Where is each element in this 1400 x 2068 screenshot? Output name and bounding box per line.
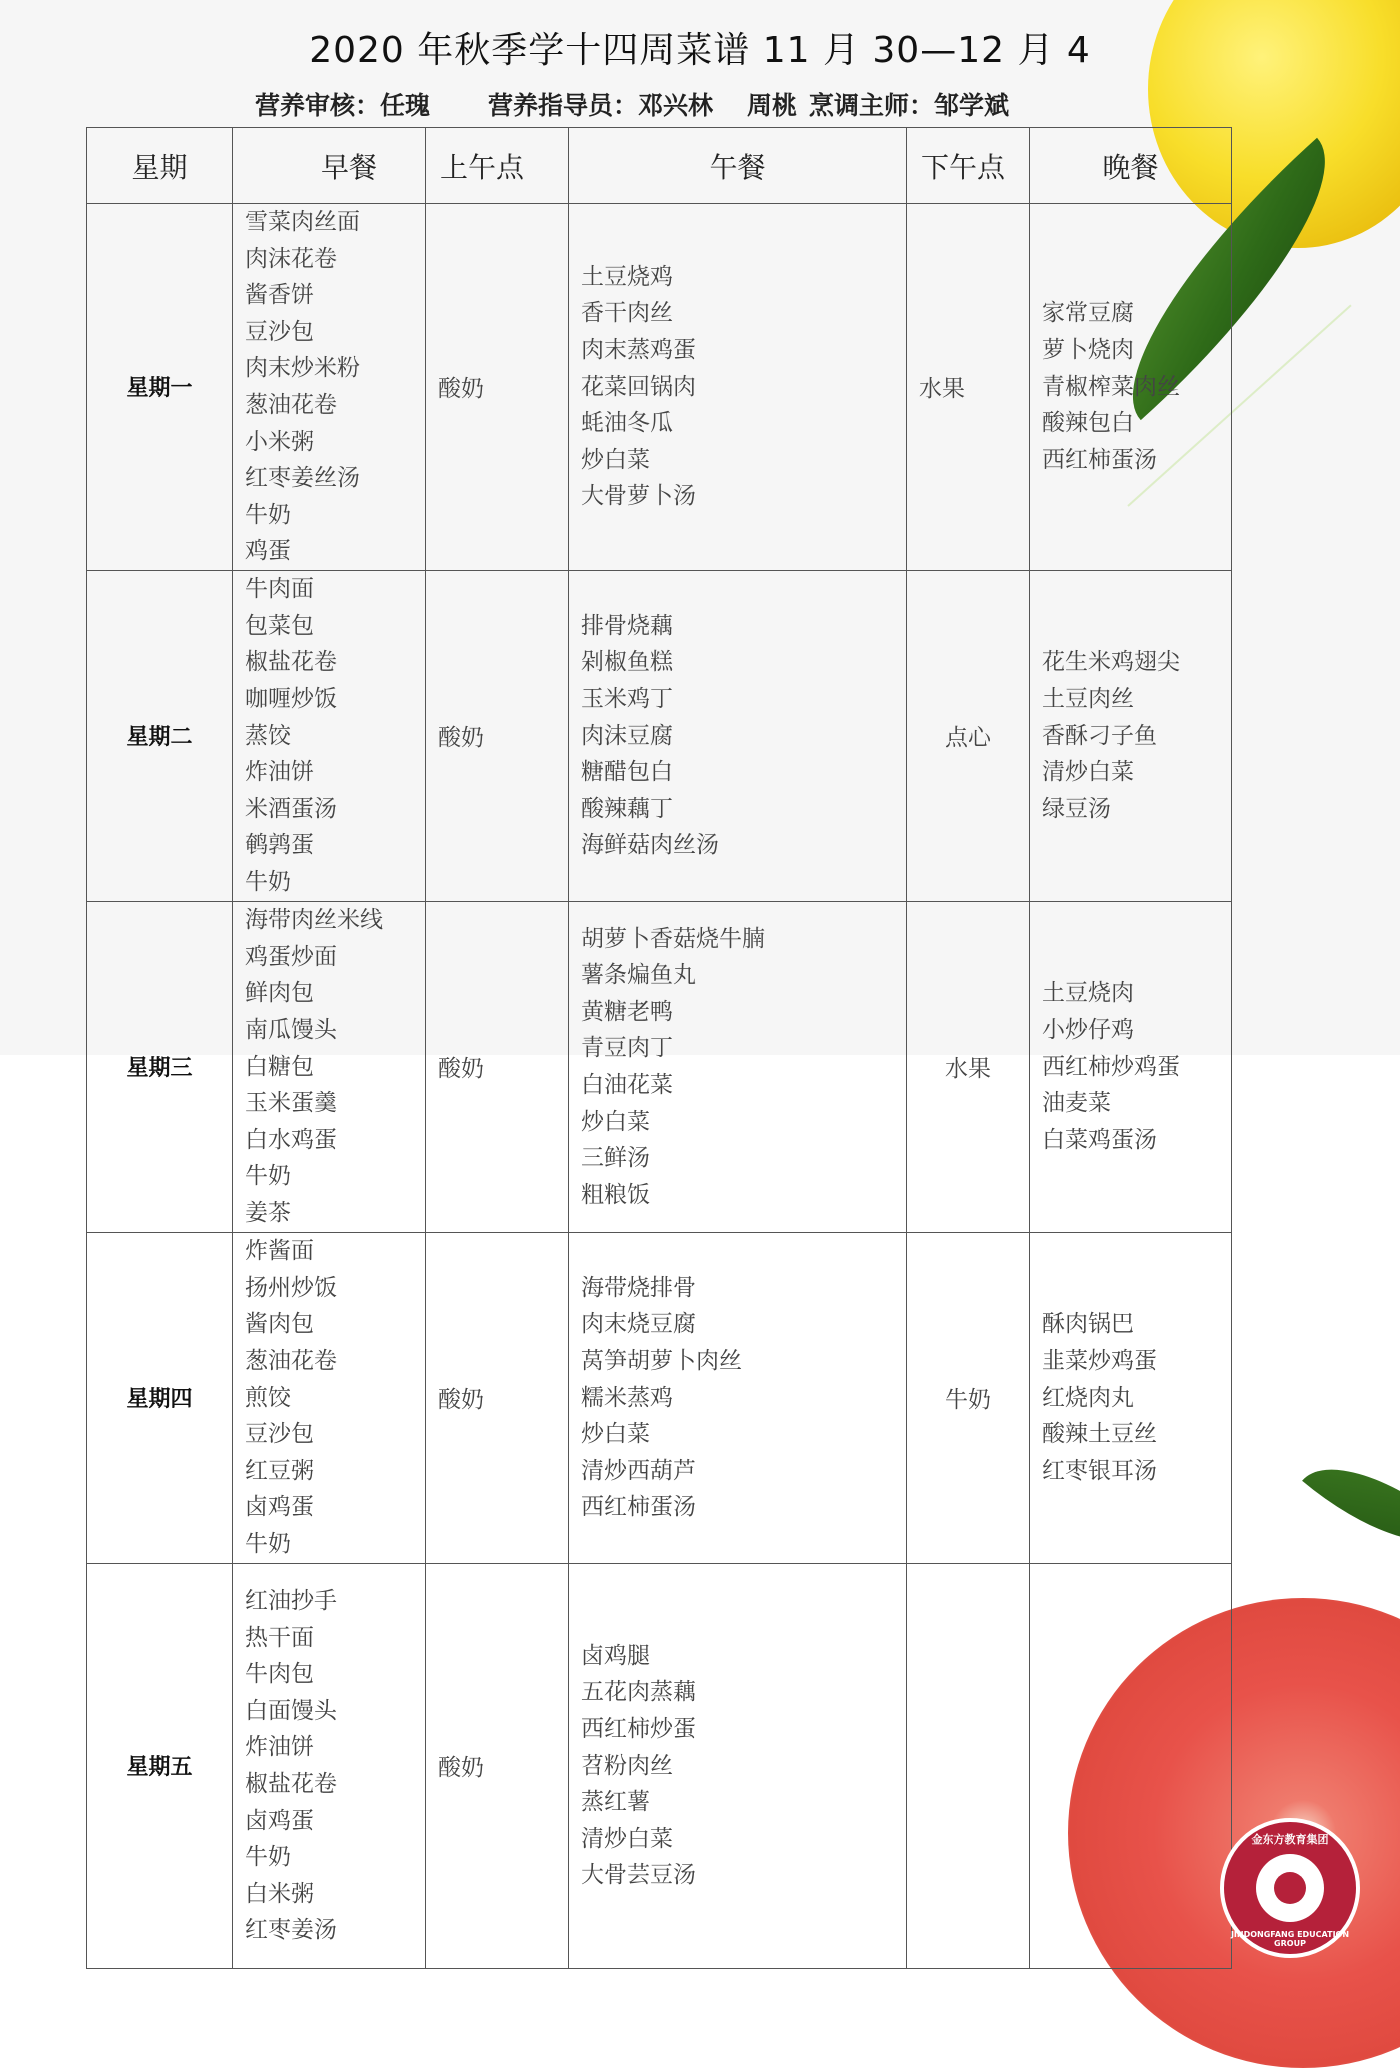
lunch-item: 花菜回锅肉 [581, 373, 696, 400]
afternoon-snack-cell: 水果 [907, 901, 1030, 1232]
breakfast-item: 雪菜肉丝面 [245, 209, 360, 235]
dinner-item: 土豆烧肉 [1042, 980, 1134, 1007]
dinner-item: 西红柿炒鸡蛋 [1042, 1053, 1180, 1080]
lunch-item: 大骨芸豆汤 [581, 1862, 696, 1889]
day-row [87, 901, 1232, 1232]
lunch-item: 海鲜菇肉丝汤 [581, 832, 719, 859]
breakfast-item: 葱油花卷 [245, 391, 337, 418]
breakfast-item: 牛肉面 [245, 576, 314, 603]
day-row [87, 1232, 1232, 1563]
breakfast-item: 蒸饺 [245, 722, 291, 749]
breakfast-item: 椒盐花卷 [245, 649, 337, 676]
logo-text-english: JINDONGFANG EDUCATION GROUP [1230, 1930, 1350, 1948]
lunch-item: 五花肉蒸藕 [581, 1679, 696, 1706]
lunch-item: 白油花菜 [581, 1071, 673, 1098]
breakfast-item: 白水鸡蛋 [245, 1126, 337, 1153]
breakfast-item: 咖喱炒饭 [245, 686, 337, 713]
dinner-cell [1030, 1563, 1232, 1968]
dinner-item: 韭菜炒鸡蛋 [1042, 1348, 1157, 1375]
day-name-cell: 星期三 [87, 901, 233, 1232]
header-row [87, 128, 1232, 204]
morning-snack-cell: 酸奶 [426, 1563, 569, 1968]
breakfast-item: 酱香饼 [245, 282, 314, 309]
breakfast-item: 红油抄手 [245, 1587, 337, 1614]
lunch-cell [569, 570, 907, 901]
staff-line [255, 86, 1009, 120]
breakfast-item: 牛奶 [245, 1163, 291, 1190]
day-row [87, 1563, 1232, 1968]
afternoon-snack-cell [907, 1563, 1030, 1968]
breakfast-item: 海带肉丝米线 [245, 907, 383, 934]
breakfast-item: 鹌鹑蛋 [245, 832, 314, 859]
morning-snack-cell: 酸奶 [426, 1232, 569, 1563]
dinner-item: 西红柿蛋汤 [1042, 446, 1157, 473]
nutrition-reviewer: 营养审核：任瑰 [255, 91, 431, 120]
morning-snack-cell: 酸奶 [426, 204, 569, 571]
lunch-item: 大骨萝卜汤 [581, 483, 696, 510]
breakfast-item: 红枣姜丝汤 [245, 465, 360, 492]
lunch-item: 粗粮饭 [581, 1181, 650, 1208]
breakfast-item: 玉米蛋羹 [245, 1090, 337, 1117]
lunch-item: 卤鸡腿 [581, 1642, 650, 1669]
dinner-item: 酥肉锅巴 [1042, 1311, 1134, 1338]
breakfast-item: 肉末炒米粉 [245, 355, 360, 382]
header-day: 星期 [87, 128, 233, 204]
dinner-item: 小炒仔鸡 [1042, 1017, 1134, 1044]
breakfast-item: 煎饺 [245, 1384, 291, 1411]
lunch-item: 薯条煸鱼丸 [581, 962, 696, 989]
lunch-cell [569, 901, 907, 1232]
dinner-item: 红枣银耳汤 [1042, 1457, 1157, 1484]
lunch-item: 土豆烧鸡 [581, 263, 673, 290]
breakfast-item: 牛奶 [245, 501, 291, 528]
page-title: 2020 年秋季学十四周菜谱 11 月 30—12 月 4 [309, 30, 1091, 71]
lunch-item: 肉沫豆腐 [581, 722, 673, 749]
lunch-item: 玉米鸡丁 [581, 686, 673, 713]
lunch-item: 炒白菜 [581, 1108, 650, 1135]
breakfast-item: 小米粥 [245, 428, 314, 455]
breakfast-item: 南瓜馒头 [245, 1017, 337, 1044]
breakfast-item: 椒盐花卷 [245, 1770, 337, 1797]
morning-snack-cell: 酸奶 [426, 570, 569, 901]
breakfast-item: 牛肉包 [245, 1661, 314, 1688]
dinner-item: 清炒白菜 [1042, 759, 1134, 786]
lunch-cell [569, 204, 907, 571]
lunch-item: 清炒西葫芦 [581, 1457, 696, 1484]
breakfast-cell [233, 1232, 426, 1563]
dinner-item: 白菜鸡蛋汤 [1042, 1126, 1157, 1153]
lunch-item: 蚝油冬瓜 [581, 410, 673, 437]
dinner-cell [1030, 1232, 1232, 1563]
lunch-item: 排骨烧藕 [581, 612, 673, 639]
breakfast-item: 鸡蛋炒面 [245, 943, 337, 970]
breakfast-item: 米酒蛋汤 [245, 795, 337, 822]
day-name-cell: 星期四 [87, 1232, 233, 1563]
header-afternoon-snack: 下午点 [907, 128, 1030, 204]
breakfast-item: 炸酱面 [245, 1238, 314, 1265]
breakfast-item: 热干面 [245, 1624, 314, 1651]
breakfast-item: 牛奶 [245, 1844, 291, 1871]
breakfast-cell [233, 901, 426, 1232]
lunch-item: 清炒白菜 [581, 1825, 673, 1852]
breakfast-cell [233, 570, 426, 901]
lunch-item: 蒸红薯 [581, 1789, 650, 1816]
breakfast-item: 扬州炒饭 [245, 1274, 337, 1301]
lunch-item: 肉末烧豆腐 [581, 1311, 696, 1338]
lunch-item: 三鲜汤 [581, 1145, 650, 1172]
afternoon-snack-cell: 牛奶 [907, 1232, 1030, 1563]
lunch-item: 西红柿炒蛋 [581, 1716, 696, 1743]
breakfast-item: 炸油饼 [245, 759, 314, 786]
lunch-item: 莴笋胡萝卜肉丝 [581, 1348, 742, 1375]
lunch-item: 胡萝卜香菇烧牛腩 [581, 925, 765, 952]
afternoon-snack-cell: 点心 [907, 570, 1030, 901]
lunch-item: 香干肉丝 [581, 300, 673, 327]
breakfast-item: 卤鸡蛋 [245, 1807, 314, 1834]
afternoon-snack-cell: 水果 [907, 204, 1030, 571]
lunch-item: 肉末蒸鸡蛋 [581, 337, 696, 364]
header-lunch: 午餐 [569, 128, 907, 204]
breakfast-item: 白米粥 [245, 1880, 314, 1907]
logo-text-chinese: 金东方教育集团 [1251, 1833, 1329, 1846]
day-row [87, 204, 1232, 571]
header-breakfast: 早餐 [233, 128, 426, 204]
dinner-item: 香酥刁子鱼 [1042, 722, 1157, 749]
dinner-item: 土豆肉丝 [1042, 686, 1134, 713]
lunch-item: 苕粉肉丝 [581, 1752, 673, 1779]
menu-table [86, 127, 1232, 1969]
breakfast-cell [233, 1563, 426, 1968]
lunch-item: 炒白菜 [581, 446, 650, 473]
logo-emblem [1256, 1854, 1324, 1922]
breakfast-item: 白糖包 [245, 1053, 314, 1080]
breakfast-item: 红豆粥 [245, 1457, 314, 1484]
lunch-cell [569, 1563, 907, 1968]
day-row [87, 570, 1232, 901]
breakfast-item: 牛奶 [245, 1531, 291, 1558]
breakfast-item: 豆沙包 [245, 1421, 314, 1448]
breakfast-item: 酱肉包 [245, 1311, 314, 1338]
lunch-item: 炒白菜 [581, 1421, 650, 1448]
lunch-item: 剁椒鱼糕 [581, 649, 673, 676]
nutrition-guide-2: 周桃 [747, 91, 798, 120]
breakfast-cell [233, 204, 426, 571]
breakfast-item: 姜茶 [245, 1200, 291, 1227]
lunch-item: 糯米蒸鸡 [581, 1384, 673, 1411]
header-morning-snack: 上午点 [426, 128, 569, 204]
breakfast-item: 包菜包 [245, 612, 314, 639]
breakfast-item: 红枣姜汤 [245, 1917, 337, 1944]
dinner-item: 油麦菜 [1042, 1090, 1111, 1117]
nutrition-guide: 营养指导员：邓兴林 [488, 91, 714, 120]
head-chef: 烹调主师：邹学斌 [809, 91, 1010, 120]
lunch-item: 糖醋包白 [581, 759, 673, 786]
breakfast-item: 鸡蛋 [245, 538, 291, 565]
breakfast-item: 豆沙包 [245, 318, 314, 345]
day-name-cell: 星期二 [87, 570, 233, 901]
dinner-cell [1030, 204, 1232, 571]
breakfast-item: 炸油饼 [245, 1734, 314, 1761]
dinner-item: 花生米鸡翅尖 [1042, 649, 1180, 676]
dinner-item: 红烧肉丸 [1042, 1384, 1134, 1411]
day-name-cell: 星期五 [87, 1563, 233, 1968]
breakfast-item: 肉沫花卷 [245, 245, 337, 272]
morning-snack-cell: 酸奶 [426, 901, 569, 1232]
dinner-item: 绿豆汤 [1042, 795, 1111, 822]
breakfast-item: 卤鸡蛋 [245, 1494, 314, 1521]
day-name-cell: 星期一 [87, 204, 233, 571]
lunch-item: 海带烧排骨 [581, 1274, 696, 1301]
breakfast-item: 白面馒头 [245, 1697, 337, 1724]
breakfast-item: 葱油花卷 [245, 1348, 337, 1375]
dinner-cell [1030, 901, 1232, 1232]
breakfast-item: 鲜肉包 [245, 980, 314, 1007]
lunch-item: 黄糖老鸭 [581, 998, 673, 1025]
lunch-item: 酸辣藕丁 [581, 795, 673, 822]
breakfast-item: 牛奶 [245, 869, 291, 896]
dinner-item: 酸辣土豆丝 [1042, 1421, 1157, 1448]
dinner-item: 萝卜烧肉 [1042, 337, 1134, 364]
dinner-cell [1030, 570, 1232, 901]
lunch-cell [569, 1232, 907, 1563]
dinner-item: 青椒榨菜肉丝 [1042, 373, 1180, 400]
dinner-item: 酸辣包白 [1042, 410, 1134, 437]
lunch-item: 青豆肉丁 [581, 1035, 673, 1062]
header-dinner: 晚餐 [1030, 128, 1232, 204]
school-logo [1220, 1818, 1360, 1958]
lunch-item: 西红柿蛋汤 [581, 1494, 696, 1521]
dinner-item: 家常豆腐 [1042, 300, 1134, 327]
